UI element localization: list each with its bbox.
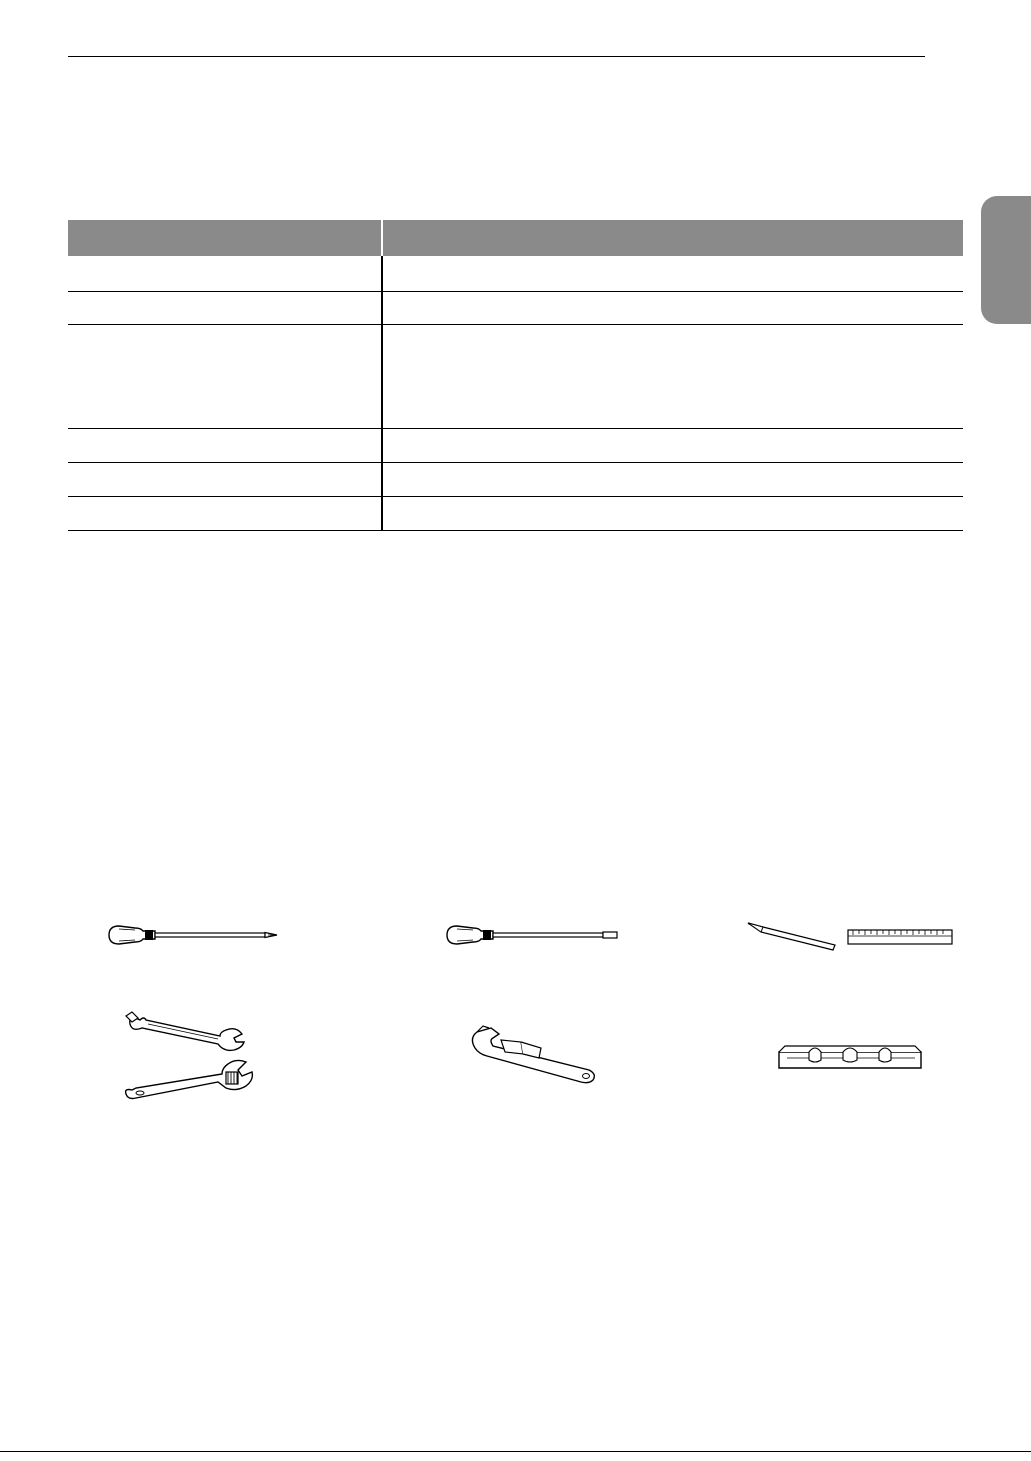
pencil-icon [748,923,835,951]
parts-table [68,220,963,530]
table-row [68,324,963,429]
table-cell [68,291,381,324]
table-row [68,291,963,325]
table-cell [383,324,963,428]
table-cell [68,462,381,496]
open-end-wrench-icon [126,1012,244,1050]
table-cell [68,324,381,428]
table-cell [68,496,381,530]
flat-screwdriver-icon [443,920,623,950]
table-row [68,462,963,497]
pencil-and-ruler-icon [745,915,955,955]
table-column-divider [381,256,383,530]
footer-rule [0,1451,1031,1452]
level-icon [775,1042,925,1072]
wrenches-icon [118,1008,268,1108]
table-row [68,428,963,463]
table-cell [68,428,381,462]
table-row [68,496,963,531]
section-tab[interactable] [981,196,1031,324]
table-cell [383,428,963,462]
pipe-wrench-icon [465,1018,600,1088]
header-rule [68,56,925,57]
table-cell [383,256,963,291]
table-row [68,256,963,292]
adjustable-wrench-icon [126,1060,253,1098]
table-cell [383,496,963,530]
table-cell [383,291,963,324]
ruler-icon [848,930,952,944]
table-cell [68,256,381,291]
table-cell [383,462,963,496]
table-header [68,220,963,256]
phillips-screwdriver-icon [105,920,285,950]
